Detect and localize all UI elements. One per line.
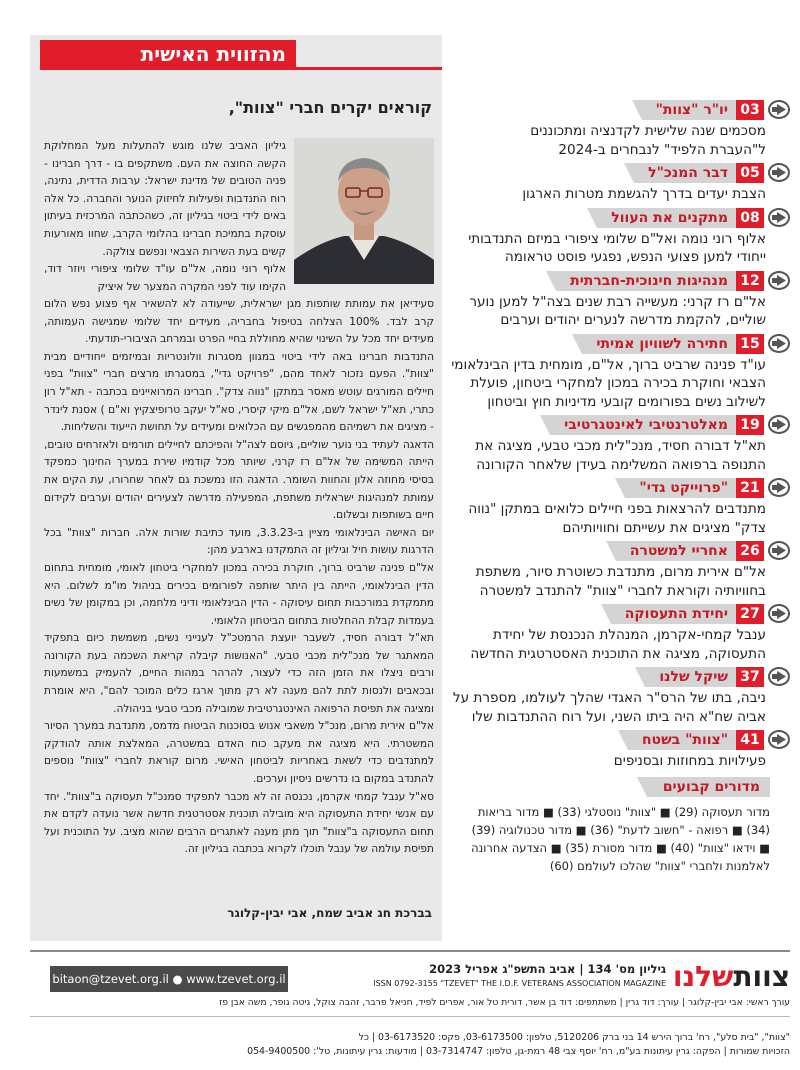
toc-description <box>456 563 790 600</box>
arrow-icon <box>768 667 790 686</box>
arrow-icon <box>768 604 790 623</box>
toc-title: שיקל שלנו <box>645 667 736 687</box>
toc-page-number: 21 <box>736 478 764 498</box>
toc-line: עו"ד פנינה שרביט ברוך, אל"ם, מומחית בדין הבינלאומי <box>451 356 766 373</box>
body-paragraph: סא"ל ענבל קמחי אקרמן, נכנסה זה לא מכבר לתפקיד סמנכ"ל תעסוקה ב"צוות". יחד עם אנשי יחידת התעסוקה היא מובילה תוכנית אסטרטגית חדשה אשר נועדה לקדם את תחום התעסוקה ב"צוות" תוך מתן מענה לאתגרים הרבים שהוא מציב. על התוכנית ועל תפיסת עולמה של ענבל תוכלו לקרוא בכתבה בגיליון זה. <box>44 790 434 856</box>
fixed-sections-list <box>456 803 790 875</box>
arrow-icon <box>768 541 790 560</box>
toc-description <box>456 626 790 663</box>
fixed-sections-line[interactable]: מדור תעסוקה (29) ■ "צוות" נוסטלגי (33) ■ מדור בריאות <box>477 804 770 819</box>
toc-entry[interactable] <box>451 332 790 412</box>
toc-line: מתנדבים להרצאות בפני חיילים כלואים במתקן "נווה <box>468 501 766 517</box>
toc-description <box>456 752 790 771</box>
magazine-logo <box>672 960 790 996</box>
toc-page-number: 26 <box>736 541 764 561</box>
toc-title: חתירה לשוויון אמיתי <box>582 334 736 354</box>
fixed-sections-line[interactable]: ■ וידאו "צוות" (40) ■ מדור מסורת (35) ■ הצדעה אחרונה <box>471 840 770 855</box>
toc-line: בחוויותיה וקוראת לחברי "צוות" להתנדב למשטרה <box>479 582 766 599</box>
toc-description <box>456 185 790 204</box>
toc-line: הצבאי וחוקרת בכירה במכון למחקרי ביטחון, פועלת <box>470 375 766 391</box>
fixed-sections-line[interactable]: (34) ■ רפואה - "חשוב לדעת" (36) ■ מדור טכנולוגיה (39) <box>471 822 770 837</box>
arrow-icon <box>768 208 790 227</box>
toc-description <box>452 689 790 726</box>
greeting: קוראים יקרים חברי "צוות", <box>228 98 432 117</box>
toc-line: שוליים, להקמת מדרשה לנערים יהודים וערבים <box>500 312 766 328</box>
toc-entry[interactable] <box>456 539 790 600</box>
toc-title: "פרוייקט גדי" <box>625 478 736 498</box>
toc-description <box>456 230 790 267</box>
body-paragraph: תא"ל דבורה חסיד, לשעבר יועצת הרמטכ"ל לענייני נשים, משמשת כיום בתפקיד המאתגר של מנכ"לית מכבי טבעי. "האנושות קיבלה קריאת השכמה בעת הקורונה ורבים ניצלו את הזמן הזה כדי לעצור, להרהר במהות החיים, להעמיק במשמעות ובכאבים ולנסות לתת להם מענה לא רק מתוך ארגז כלים המוכר להם", היא אומרת ומציגה את תפיסת הרפואה האינטגרטיבית שמובילה מכבי טבעי בניהולה. <box>44 632 434 715</box>
toc-entry[interactable] <box>456 413 790 474</box>
toc-entry[interactable] <box>456 269 790 330</box>
toc-line: ניבה, בתו של הרס"ר האגדי שהלך לעולמו, מספרת על <box>452 690 766 706</box>
toc-line: פעילויות במחוזות ובסניפים <box>613 753 766 769</box>
toc-line: הצבת יעדים בדרך להגשמת מטרות הארגון <box>522 186 766 202</box>
contact-line: "צוות", "בית סלע", רח' ברוך הירש 14 בני ברק 5120206, טלפון: 03-6173500, פקס: 03-6173520 | כל <box>358 1032 790 1043</box>
arrow-icon <box>768 730 790 749</box>
credits-line: עורך ראשי: אבי יבין-קלוגר | עורך: דוד גרין | משתתפים: דוד בן אשר, דורית טל אור, אפרים לפיד, חניאל פרבר, זהבה צוקל, גיטה גופר, משה אבן פז <box>219 997 790 1008</box>
toc-line: מסכמים שנה שלישית לקדנציה ומתכוננים <box>530 123 766 139</box>
body-paragraph: התנדבות חברינו באה לידי ביטוי במגוון מסגרות וולונטריות ובמיזמים ייחודיים מבית "צוות". הפעם נזכור לאחד מהם, "פרויקט גדי", במסגרתו מרצים חברי "צוות" בפני חיילים המורגים עוטש מאסר במתקן "נווה צדק". חברינו המרואיינים בכתבה - תא"ל רון כתרי, תא"ל ישראל לשם, אל"ם מיקי קיסרי, סא"ל יעקב טרופיצקיץ וא"ם ) אסנת לינדר - מציגים את רשמיהם מהמפגשים עם הכלואים ומעידים על תחושת הייעוד והשליחות. <box>44 350 434 434</box>
arrow-icon <box>768 100 790 119</box>
toc-description <box>456 293 790 330</box>
issue-info: גיליון מס' 134 | אביב התשפ"ג אפריל 2023 <box>429 962 666 976</box>
toc-line: התנופה ברפואה המשלימה בעידן שלאחר הקורונה <box>476 456 766 473</box>
toc-page-number: 08 <box>736 208 764 228</box>
toc-entry[interactable] <box>456 602 790 663</box>
toc-page-number: 05 <box>736 163 764 183</box>
body-paragraph: אל"ם פנינה שרביט ברוך, חוקרת בכירה במכון למחקרי ביטחון לאומי, מומחית בתחום הדין הבינלאומי, הייתה בין היתר שותפה לפורומים בכירים בניהול מו"מ לשלום. היא מתמקדת במורכבות תחום עיסוקה - הדין הבינלאומי ודיני מלחמה, וכן במקומן של נשים בעמדות קבלת ההחלטות בתחום הביטחון הלאומי. <box>44 561 434 627</box>
masthead-footer <box>30 958 790 1070</box>
toc-line: לשילוב נשים בפורומים קובעי מדיניות חוץ וביטחון <box>487 393 766 410</box>
toc-line: אביה שח"א היה ביתו השני, ועל רוח ההתנדבות שלו <box>471 708 766 725</box>
body-paragraph: יום האישה הבינלאומי מציין ב-3.3.23, מועד כתיבת שורות אלה. חברות "צוות" בכל הדרגות עושות חיל וגיליון זה התמקדנו בארבע מהן: <box>44 526 434 557</box>
toc-title: מנהיגות חינוכית-חברתית <box>556 271 736 291</box>
toc-page-number: 19 <box>736 415 764 435</box>
toc-entry[interactable] <box>456 98 790 159</box>
toc-line: התעסוקה, מציגה את התוכנית האסטרטגית החדשה <box>470 645 766 662</box>
contact-info <box>30 1031 790 1059</box>
toc-title: אחריי למשטרה <box>616 541 736 561</box>
issn-line: ISSN 0792-3155 "TZEVET" THE I.D.F. VETERANS ASSOCIATION MAGAZINE <box>373 979 666 988</box>
body-paragraph: סעידיאן את עמותת שותפות מגן ישראלית, שייעודה לא להשאיר אף פצוע נפש הלום קרב לבד. 100% הצלחה בטיפול בחבריה, מעידים יחד שלומי שמגישה העמותה, מעידים יחד מכל על השינוי שהיא מחוללת בחיי הפרט ובמרחב הציבורי-תודעתי. <box>44 298 434 346</box>
toc-title: "צוות" בשטח <box>628 730 736 750</box>
title-underline <box>296 67 442 70</box>
editorial-body <box>44 296 434 859</box>
arrow-icon <box>768 478 790 497</box>
toc-page-number: 03 <box>736 100 764 120</box>
toc-line: ענבל קמחי-אקרמן, המנהלת הנכנסת של יחידת <box>493 627 766 643</box>
toc-line: אלוף רוני נומה ואל"ם שלומי ציפורי במיזם התנדבותי <box>468 230 766 247</box>
toc-entry[interactable] <box>456 161 790 204</box>
fixed-sections-header <box>456 777 790 799</box>
signature: בברכת חג אביב שמח, אבי יבין-קלוגר <box>227 906 432 920</box>
arrow-icon <box>768 163 790 182</box>
arrow-icon <box>768 334 790 353</box>
toc-title: דבר המנכ"ל <box>634 163 736 183</box>
toc-line: ל"העברת הלפיד" לנבחרים ב-2024 <box>558 141 766 158</box>
toc-description <box>456 500 790 537</box>
footer-separator <box>30 1016 790 1017</box>
toc-page-number: 37 <box>736 667 764 687</box>
body-paragraph: הדאגה לעתיד בני נוער שוליים, גיוסם לצה"ל והפיכתם לחיילים תורמים ולאזרחים טובים, הייתה המשימה של אל"ם רז קרני, שיותר מכל קודמיו שירת במערך החינוך כמפקד בסיסי מחוזה אלון והחוות השומר. הדאגה הזו נמשכת גם לאחר שחרורו, עת הקים את עמותת למנהיגות ישראלית משתפת, המפעילה מדרשה לצעירים יהודים וערבים לקידום חיים בשותפות ובשלום. <box>44 438 434 522</box>
toc-entry[interactable] <box>456 206 790 267</box>
body-paragraph: אל"ם אירית מרום, מנכ"ל משאבי אנוש בסוכנות הביטוח מדמס, מתנדבת במערך הסיור המשטרתי. היא מציגה את מעקב כוח האדם במשטרה, המאלצת אותה להודקק למתנדבים כדי לשאת באחריות לביטחון האישי. מרום קוראת לחברי "צוות" נוספים להתנדב במקום בו נדרשים ניסיון וערכים. <box>44 720 434 786</box>
toc-line: תא"ל דבורה חסיד, מנכ"לית מכבי טבעי, מציגה את <box>475 438 766 454</box>
toc-page-number: 12 <box>736 271 764 291</box>
toc-title: יו"ר "צוות" <box>642 100 736 120</box>
logo-part: שלנו <box>672 960 734 993</box>
toc-line: ייחודי למען פצועי הנפש, נפגעי פוסט טראומה <box>504 249 766 265</box>
contact-links[interactable]: bitaon@tzevet.org.il ● www.tzevet.org.il <box>50 966 288 992</box>
logo-part: צוות <box>733 960 790 993</box>
toc-entry[interactable] <box>452 665 790 726</box>
toc-entry[interactable] <box>456 476 790 537</box>
toc-description <box>456 122 790 159</box>
toc-entry[interactable] <box>456 728 790 771</box>
contact-line: הזכויות שמורות | הפקה: גרין עיתונות בע"מ, רח' יוסף צבי 48 רמת-גן, טלפון: 03-7314747 | מודעות: גרין עיתונות, טל': 054-9400500 <box>247 1046 790 1057</box>
toc-page-number: 15 <box>736 334 764 354</box>
toc-line: צדק" מציגים את עשייתם וחוויותיהם <box>562 519 766 536</box>
intro-text <box>44 138 286 296</box>
table-of-contents <box>451 98 790 875</box>
editor-photo <box>294 138 434 284</box>
toc-title: מתקנים את העוול <box>597 208 736 228</box>
fixed-sections-line[interactable]: לאלמנות ולחברי "צוות" שהלכו לעולמם (60) <box>549 858 770 873</box>
intro-paragraph: גיליון האביב שלנו מוגש להתעלות מעל המחלוקת הקשה החוצה את העם. משתקפים בו - דרך חברינו - פניה הטובים של מדינת ישראל: ערבות הדדית, נתינה, רוח התנדבות ופעילות לחיזוק הנוער והחברה. כל אלה באים לידי ביטוי בגיליון זה, כשהכתבה המרכזית בעיתון עוסקת בתמיכת חברינו בהלומי הקרב, שחוו מאורעות קשים בעת השירות הצבאי ונפשם צולקה. <box>44 140 286 258</box>
intro-paragraph: אלוף רוני נומה, אל"ם עו"ד שלומי ציפורי ויוזר דוד, הקימו עוד לפני המקרה המצער של איציק <box>44 263 286 293</box>
footer-divider <box>30 950 790 952</box>
toc-description <box>451 356 790 412</box>
toc-page-number: 41 <box>736 730 764 750</box>
toc-description <box>456 437 790 474</box>
section-title: מהזווית האישית <box>40 40 296 70</box>
toc-title: יחידת התעסוקה <box>611 604 736 624</box>
toc-line: אל"ם אירית מרום, מתנדבת כשוטרת סיור, משתפת <box>475 564 766 580</box>
arrow-icon <box>768 271 790 290</box>
fixed-sections-title: מדורים קבועים <box>647 777 770 797</box>
toc-line: אל"ם רז קרני: מעשייה רבת שנים בצה"ל למען נוער <box>469 293 766 310</box>
arrow-icon <box>768 415 790 434</box>
toc-page-number: 27 <box>736 604 764 624</box>
toc-title: מאלטרנטיבי לאינטגרטיבי <box>550 415 736 435</box>
